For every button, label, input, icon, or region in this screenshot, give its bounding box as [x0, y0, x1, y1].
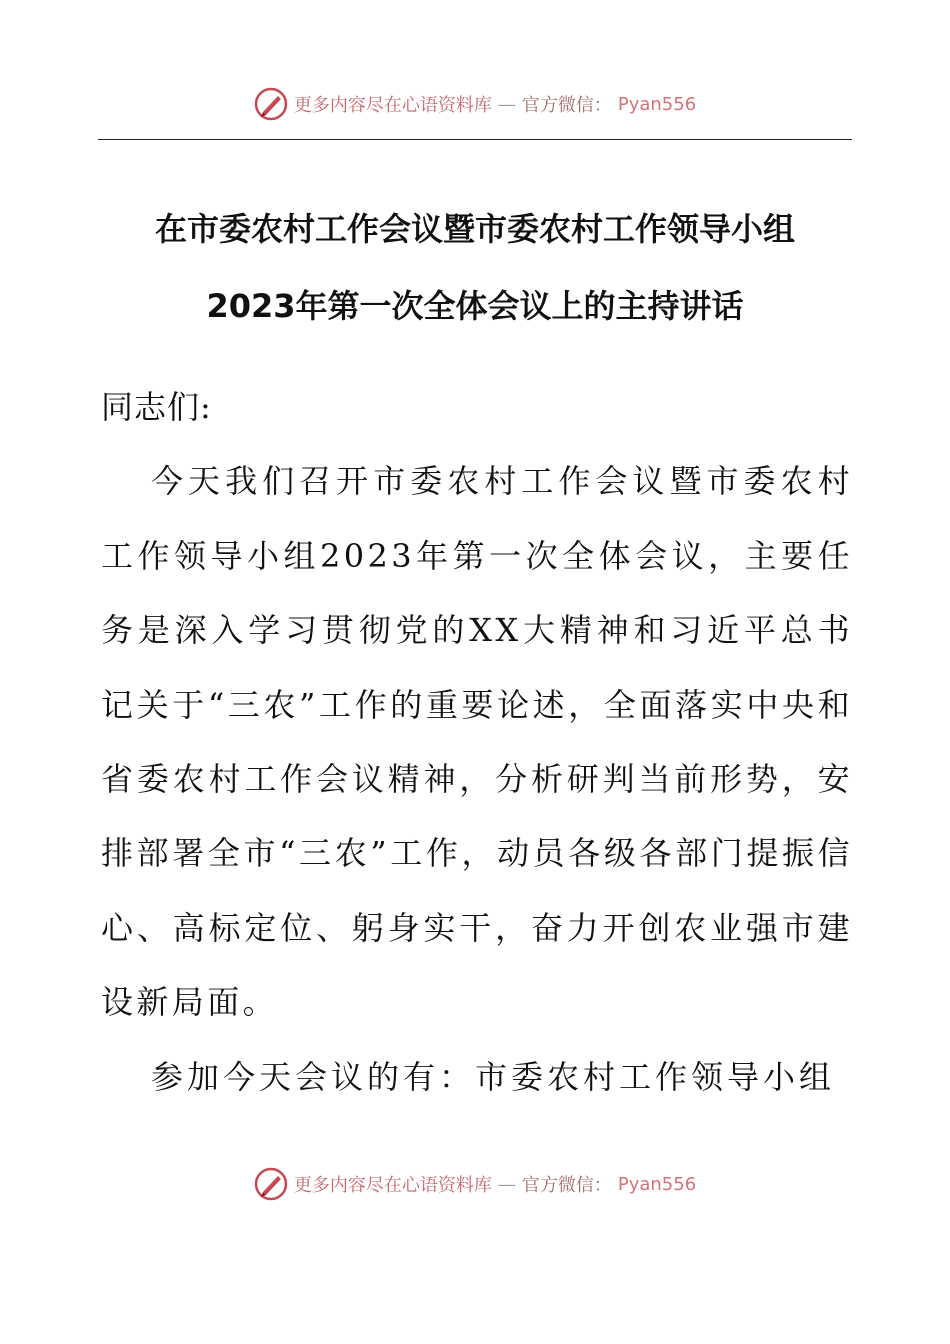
watermark-wechat-id: Pyan556	[617, 1173, 697, 1195]
header-watermark	[0, 86, 950, 122]
pen-logo-icon	[254, 1167, 288, 1201]
header-rule	[98, 139, 852, 140]
document-title-line-1: 在市委农村工作会议暨市委农村工作领导小组	[154, 210, 795, 248]
watermark-wechat-label: 官方微信：	[521, 1175, 612, 1196]
footer-watermark	[0, 1166, 950, 1202]
watermark-main-text: 更多内容尽在心语资料库	[293, 1175, 492, 1196]
document-body	[101, 370, 853, 1114]
watermark-separator: —	[497, 1173, 516, 1195]
paragraph-2: 参加今天会议的有：市委农村工作领导小组	[151, 1057, 836, 1096]
watermark-wechat-id: Pyan556	[617, 93, 697, 115]
greeting: 同志们:	[101, 388, 212, 426]
watermark-wechat-label: 官方微信：	[521, 95, 612, 116]
watermark-main-text: 更多内容尽在心语资料库	[293, 95, 492, 116]
watermark-separator: —	[497, 93, 516, 115]
paragraph-1: 今天我们召开市委农村工作会议暨市委农村工作领导小组2023年第一次全体会议，主要任务是深入学习贯彻党的XX大精神和习近平总书记关于“三农”工作的重要论述，全面落实中央和省委农村工作会议精神，分析研判当前形势，安排部署全市“三农”工作，动员各级各部门提振信心、高标定位、躬身实干，奋力开创农业强市建设新局面。	[101, 462, 853, 1022]
pen-logo-icon	[254, 87, 288, 121]
document-title-line-2: 2023年第一次全体会议上的主持讲话	[206, 287, 744, 325]
